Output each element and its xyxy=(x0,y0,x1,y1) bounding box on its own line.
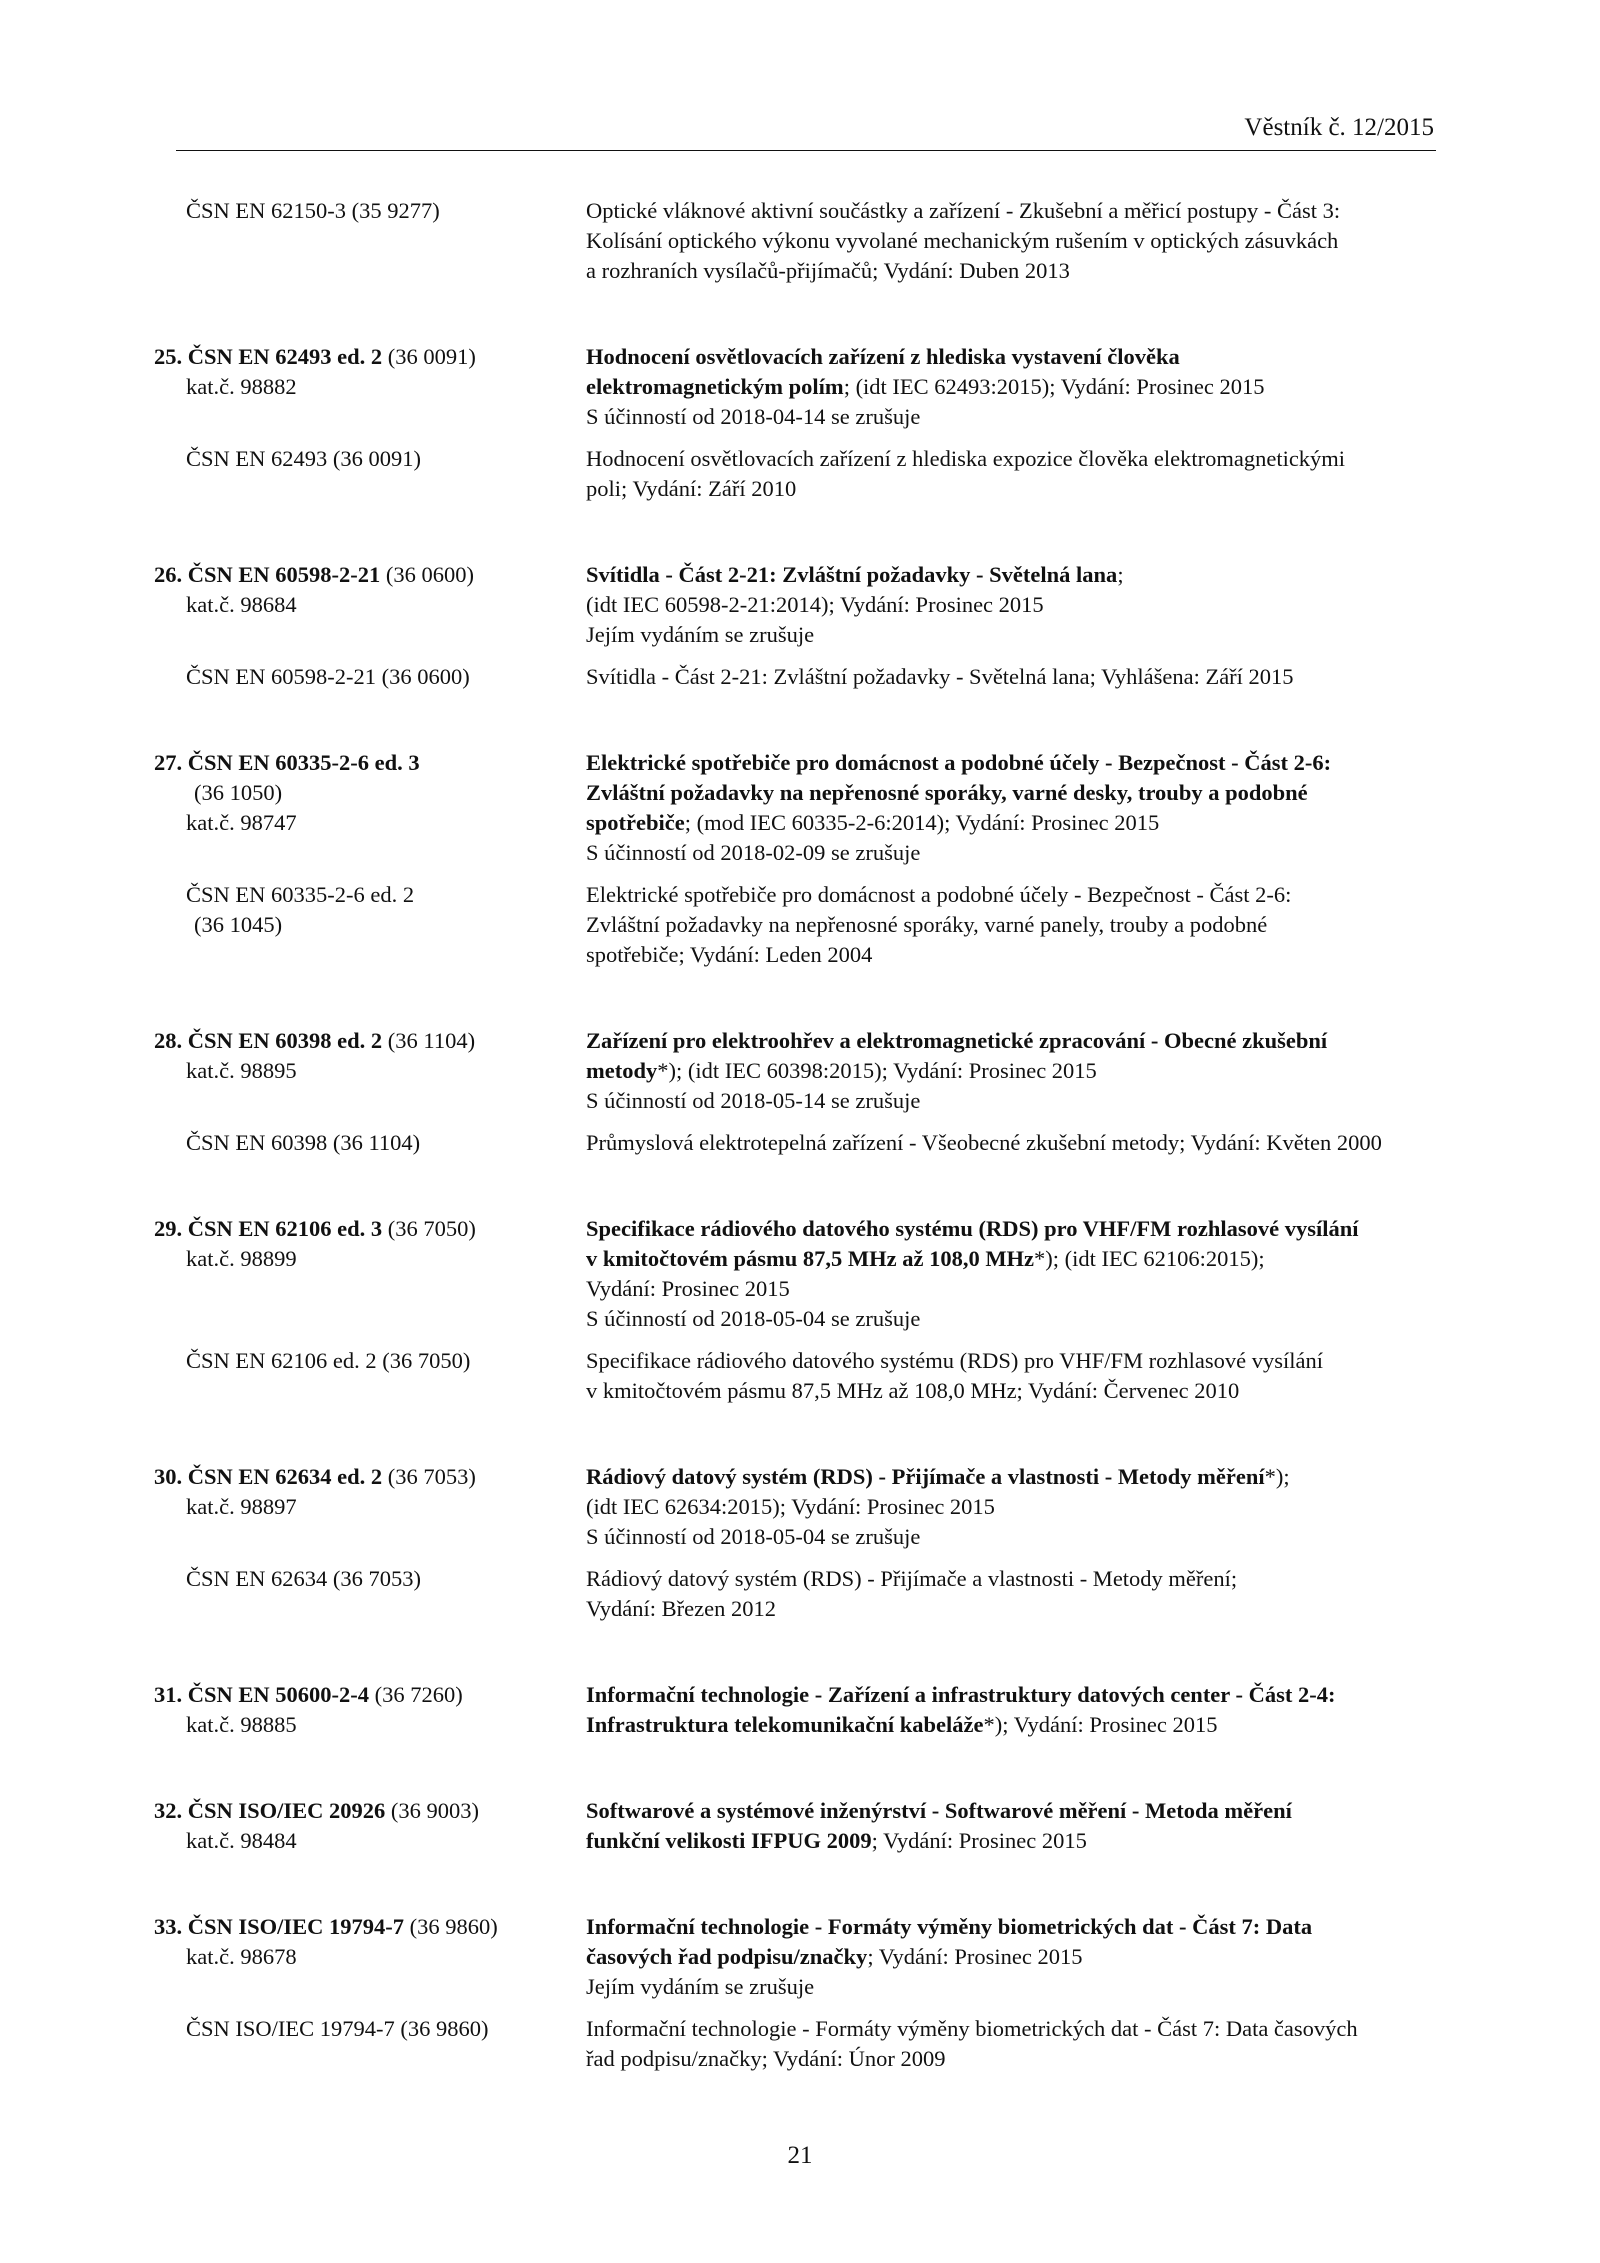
title-line xyxy=(586,808,1436,838)
new-standard-row xyxy=(154,1026,1436,1116)
text-segment: (idt IEC 60598-2-21:2014); Vydání: Prosinec 2015 xyxy=(586,592,1044,617)
new-standard-row xyxy=(154,342,1436,432)
code-line xyxy=(186,1826,586,1856)
standard-code-column xyxy=(154,1680,586,1740)
code-line xyxy=(154,1680,586,1710)
standard-title: funkční velikosti IFPUG 2009 xyxy=(586,1828,872,1853)
new-standard-row xyxy=(154,560,1436,650)
standard-code-column xyxy=(186,444,586,504)
code-line xyxy=(186,1056,586,1086)
title-line xyxy=(586,196,1436,226)
title-line xyxy=(586,1710,1436,1740)
standard-code-column xyxy=(154,1462,586,1552)
title-line xyxy=(586,1594,1436,1624)
code-line xyxy=(186,1942,586,1972)
standard-code: ČSN EN 60598-2-21 xyxy=(187,562,381,587)
standard-title: Rádiový datový systém (RDS) - Přijímače a vlastnosti - Metody měření xyxy=(586,1464,1265,1489)
title-line xyxy=(586,226,1436,256)
standard-code-column xyxy=(186,880,586,970)
title-line xyxy=(586,1564,1436,1594)
standard-code: ČSN ISO/IEC 20926 xyxy=(187,1798,386,1823)
code-line xyxy=(186,2014,586,2044)
title-line xyxy=(586,838,1436,868)
code-line xyxy=(186,778,586,808)
standard-code-column xyxy=(186,1346,586,1406)
new-standard-row xyxy=(154,748,1436,868)
text-segment: Průmyslová elektrotepelná zařízení - Všeobecné zkušební metody; Vydání: Květen 2000 xyxy=(586,1130,1382,1155)
standard-title-column xyxy=(586,1912,1436,2002)
text-segment: Jejím vydáním se zrušuje xyxy=(586,1974,815,1999)
new-standard-row xyxy=(186,196,1436,286)
replaced-standard-row xyxy=(186,1128,1436,1158)
title-line xyxy=(586,940,1436,970)
text-segment: ČSN ISO/IEC 19794-7 (36 9860) xyxy=(186,2016,489,2041)
standard-code-column xyxy=(154,1912,586,2002)
text-segment: Optické vláknové aktivní součástky a zařízení - Zkušební a měřicí postupy - Část 3: xyxy=(586,198,1341,223)
entry-number: 29. xyxy=(154,1216,188,1241)
entry-number: 33. xyxy=(154,1914,188,1939)
text-segment: kat.č. 98747 xyxy=(186,810,297,835)
code-line xyxy=(186,1128,586,1158)
new-standard-row xyxy=(154,1214,1436,1334)
text-segment: Zvláštní požadavky na nepřenosné sporáky, varné panely, trouby a podobné xyxy=(586,912,1268,937)
title-line xyxy=(586,1462,1436,1492)
code-line xyxy=(154,1462,586,1492)
new-standard-row xyxy=(154,1912,1436,2002)
standard-entry xyxy=(154,1214,1436,1406)
standard-entry xyxy=(154,1796,1436,1856)
standard-title: Softwarové a systémové inženýrství - Softwarové měření - Metoda měření xyxy=(586,1798,1292,1823)
standard-title-column xyxy=(586,880,1436,970)
text-segment: ČSN EN 62106 ed. 2 (36 7050) xyxy=(186,1348,471,1373)
standard-title: spotřebiče xyxy=(586,810,685,835)
title-line xyxy=(586,1492,1436,1522)
text-segment: Vydání: Prosinec 2015 xyxy=(586,1276,790,1301)
standard-code-column xyxy=(186,196,586,286)
title-line xyxy=(586,1796,1436,1826)
entry-number: 25. xyxy=(154,344,188,369)
text-segment: kat.č. 98484 xyxy=(186,1828,297,1853)
standard-title-column xyxy=(586,748,1436,868)
standards-list xyxy=(154,196,1436,2130)
page-number: 21 xyxy=(787,2142,813,2169)
text-segment: ; (idt IEC 62493:2015); Vydání: Prosinec 2015 xyxy=(843,374,1265,399)
standard-title: metody xyxy=(586,1058,658,1083)
title-line xyxy=(586,444,1436,474)
title-line xyxy=(586,2044,1436,2074)
text-segment: Jejím vydáním se zrušuje xyxy=(586,622,815,647)
code-line xyxy=(186,1710,586,1740)
text-segment: (36 9860) xyxy=(404,1914,498,1939)
text-segment: poli; Vydání: Září 2010 xyxy=(586,476,797,501)
code-line xyxy=(186,372,586,402)
text-segment: (36 9003) xyxy=(385,1798,480,1823)
code-line xyxy=(186,880,586,910)
text-segment: S účinností od 2018-05-04 se zrušuje xyxy=(586,1306,921,1331)
standard-entry xyxy=(154,560,1436,692)
text-segment: ; Vydání: Prosinec 2015 xyxy=(867,1944,1083,1969)
title-line xyxy=(586,1056,1436,1086)
standard-title: Informační technologie - Formáty výměny biometrických dat - Část 7: Data xyxy=(586,1914,1313,1939)
text-segment: S účinností od 2018-04-14 se zrušuje xyxy=(586,404,921,429)
standard-entry xyxy=(154,748,1436,970)
title-line xyxy=(586,1128,1436,1158)
standard-code: ČSN EN 50600-2-4 xyxy=(187,1682,370,1707)
standard-title-column xyxy=(586,2014,1436,2074)
standard-title: časových řad podpisu/značky xyxy=(586,1944,868,1969)
text-segment: *); Vydání: Prosinec 2015 xyxy=(983,1712,1218,1737)
standard-title-column xyxy=(586,342,1436,432)
title-line xyxy=(586,2014,1436,2044)
standard-title: Infrastruktura telekomunikační kabeláže xyxy=(586,1712,984,1737)
entry-number: 30. xyxy=(154,1464,188,1489)
standard-code: ČSN EN 62634 ed. 2 xyxy=(187,1464,383,1489)
text-segment: kat.č. 98684 xyxy=(186,592,297,617)
replaced-standard-row xyxy=(186,444,1436,504)
text-segment: (36 1045) xyxy=(194,912,283,937)
standard-code-column xyxy=(186,1564,586,1624)
title-line xyxy=(586,1680,1436,1710)
text-segment: S účinností od 2018-05-04 se zrušuje xyxy=(586,1524,921,1549)
standard-title: Elektrické spotřebiče pro domácnost a podobné účely - Bezpečnost - Část 2-6: xyxy=(586,750,1332,775)
title-line xyxy=(586,1026,1436,1056)
standard-title: Specifikace rádiového datového systému (RDS) pro VHF/FM rozhlasové vysílání xyxy=(586,1216,1359,1241)
title-line xyxy=(586,880,1436,910)
code-line xyxy=(186,196,586,226)
title-line xyxy=(586,662,1436,692)
text-segment: kat.č. 98897 xyxy=(186,1494,297,1519)
title-line xyxy=(586,748,1436,778)
text-segment: *); (idt IEC 62106:2015); xyxy=(1034,1246,1265,1271)
title-line xyxy=(586,560,1436,590)
replaced-standard-row xyxy=(186,1564,1436,1624)
standard-title: Zvláštní požadavky na nepřenosné sporáky, varné desky, trouby a podobné xyxy=(586,780,1308,805)
title-line xyxy=(586,474,1436,504)
new-standard-row xyxy=(154,1680,1436,1740)
standard-code-column xyxy=(186,662,586,692)
standard-code: ČSN ISO/IEC 19794-7 xyxy=(187,1914,405,1939)
code-line xyxy=(186,444,586,474)
standard-entry xyxy=(186,196,1436,286)
text-segment: ČSN EN 62493 (36 0091) xyxy=(186,446,421,471)
standard-title-column xyxy=(586,1346,1436,1406)
standard-title: Hodnocení osvětlovacích zařízení z hlediska vystavení člověka xyxy=(586,344,1180,369)
text-segment: (36 1050) xyxy=(194,780,283,805)
text-segment: ČSN EN 62150-3 (35 9277) xyxy=(186,198,440,223)
code-line xyxy=(186,910,586,940)
text-segment: Svítidla - Část 2-21: Zvláštní požadavky - Světelná lana; Vyhlášena: Září 2015 xyxy=(586,664,1294,689)
entry-number: 28. xyxy=(154,1028,188,1053)
title-line xyxy=(586,1214,1436,1244)
title-line xyxy=(586,1244,1436,1274)
standard-code: ČSN EN 62493 ed. 2 xyxy=(187,344,383,369)
text-segment: (36 7260) xyxy=(369,1682,463,1707)
title-line xyxy=(586,1376,1436,1406)
text-segment: Rádiový datový systém (RDS) - Přijímače a vlastnosti - Metody měření; xyxy=(586,1566,1238,1591)
standard-code-column xyxy=(186,2014,586,2074)
text-segment: *); xyxy=(1264,1464,1290,1489)
text-segment: kat.č. 98678 xyxy=(186,1944,297,1969)
entry-number: 26. xyxy=(154,562,188,587)
standard-code: ČSN EN 60398 ed. 2 xyxy=(187,1028,383,1053)
standard-title-column xyxy=(586,662,1436,692)
standard-entry xyxy=(154,342,1436,504)
journal-issue-title: Věstník č. 12/2015 xyxy=(1244,114,1434,141)
text-segment: spotřebiče; Vydání: Leden 2004 xyxy=(586,942,873,967)
title-line xyxy=(586,590,1436,620)
standard-title-column xyxy=(586,1796,1436,1856)
standard-code-column xyxy=(154,1214,586,1334)
text-segment: S účinností od 2018-05-14 se zrušuje xyxy=(586,1088,921,1113)
standard-code-column xyxy=(154,748,586,868)
standard-title-column xyxy=(586,196,1436,286)
text-segment: (idt IEC 62634:2015); Vydání: Prosinec 2015 xyxy=(586,1494,995,1519)
entry-number: 31. xyxy=(154,1682,188,1707)
title-line xyxy=(586,1826,1436,1856)
text-segment: kat.č. 98895 xyxy=(186,1058,297,1083)
replaced-standard-row xyxy=(186,2014,1436,2074)
code-line xyxy=(186,590,586,620)
title-line xyxy=(586,778,1436,808)
replaced-standard-row xyxy=(186,662,1436,692)
title-line xyxy=(586,1274,1436,1304)
standard-title-column xyxy=(586,560,1436,650)
code-line xyxy=(154,1912,586,1942)
standard-title-column xyxy=(586,1026,1436,1116)
text-segment: ČSN EN 60335-2-6 ed. 2 xyxy=(186,882,415,907)
new-standard-row xyxy=(154,1796,1436,1856)
standard-title: v kmitočtovém pásmu 87,5 MHz až 108,0 MHz xyxy=(586,1246,1035,1271)
text-segment: ČSN EN 60598-2-21 (36 0600) xyxy=(186,664,470,689)
text-segment: kat.č. 98885 xyxy=(186,1712,297,1737)
code-line xyxy=(186,1346,586,1376)
title-line xyxy=(586,402,1436,432)
page-header xyxy=(176,112,1436,151)
code-line xyxy=(154,342,586,372)
text-segment: (36 7053) xyxy=(382,1464,476,1489)
standard-title: Zařízení pro elektroohřev a elektromagnetické zpracování - Obecné zkušební xyxy=(586,1028,1328,1053)
standard-code-column xyxy=(154,342,586,432)
standard-code: ČSN EN 60335-2-6 ed. 3 xyxy=(187,750,420,775)
title-line xyxy=(586,342,1436,372)
text-segment: řad podpisu/značky; Vydání: Únor 2009 xyxy=(586,2046,946,2071)
title-line xyxy=(586,1304,1436,1334)
standard-entry xyxy=(154,1462,1436,1624)
standard-title-column xyxy=(586,1214,1436,1334)
title-line xyxy=(586,620,1436,650)
standard-entry xyxy=(154,1026,1436,1158)
replaced-standard-row xyxy=(186,880,1436,970)
text-segment: (36 0091) xyxy=(382,344,476,369)
text-segment: ČSN EN 62634 (36 7053) xyxy=(186,1566,421,1591)
text-segment: Informační technologie - Formáty výměny biometrických dat - Část 7: Data časových xyxy=(586,2016,1358,2041)
code-line xyxy=(154,560,586,590)
title-line xyxy=(586,1522,1436,1552)
title-line xyxy=(586,372,1436,402)
code-line xyxy=(186,662,586,692)
text-segment: Elektrické spotřebiče pro domácnost a podobné účely - Bezpečnost - Část 2-6: xyxy=(586,882,1292,907)
code-line xyxy=(186,1564,586,1594)
standard-code-column xyxy=(186,1128,586,1158)
text-segment: (36 0600) xyxy=(380,562,475,587)
standard-entry xyxy=(154,1680,1436,1740)
standard-code: ČSN EN 62106 ed. 3 xyxy=(187,1216,383,1241)
code-line xyxy=(186,808,586,838)
code-line xyxy=(154,1796,586,1826)
text-segment: *); (idt IEC 60398:2015); Vydání: Prosinec 2015 xyxy=(657,1058,1097,1083)
code-line xyxy=(154,748,586,778)
replaced-standard-row xyxy=(186,1346,1436,1406)
title-line xyxy=(586,1912,1436,1942)
text-segment: a rozhraních vysílačů-přijímačů; Vydání: Duben 2013 xyxy=(586,258,1070,283)
standard-title-column xyxy=(586,1462,1436,1552)
text-segment: Kolísání optického výkonu vyvolané mechanickým rušením v optických zásuvkách xyxy=(586,228,1339,253)
text-segment: (36 7050) xyxy=(382,1216,476,1241)
entry-number: 32. xyxy=(154,1798,188,1823)
standard-code-column xyxy=(154,1026,586,1116)
text-segment: v kmitočtovém pásmu 87,5 MHz až 108,0 MHz; Vydání: Červenec 2010 xyxy=(586,1378,1240,1403)
standard-title-column xyxy=(586,1564,1436,1624)
standard-entry xyxy=(154,1912,1436,2074)
title-line xyxy=(586,1086,1436,1116)
title-line xyxy=(586,1942,1436,1972)
code-line xyxy=(154,1026,586,1056)
standard-title-column xyxy=(586,444,1436,504)
text-segment: Vydání: Březen 2012 xyxy=(586,1596,776,1621)
text-segment: ; (mod IEC 60335-2-6:2014); Vydání: Prosinec 2015 xyxy=(684,810,1160,835)
text-segment: ČSN EN 60398 (36 1104) xyxy=(186,1130,421,1155)
standard-title: Informační technologie - Zařízení a infrastruktury datových center - Část 2-4: xyxy=(586,1682,1336,1707)
title-line xyxy=(586,256,1436,286)
entry-number: 27. xyxy=(154,750,188,775)
text-segment: (36 1104) xyxy=(382,1028,476,1053)
code-line xyxy=(186,1492,586,1522)
standard-title-column xyxy=(586,1128,1436,1158)
code-line xyxy=(154,1214,586,1244)
text-segment: kat.č. 98882 xyxy=(186,374,297,399)
title-line xyxy=(586,1346,1436,1376)
title-line xyxy=(586,910,1436,940)
standard-code-column xyxy=(154,1796,586,1856)
text-segment: ; xyxy=(1117,562,1124,587)
standard-title-column xyxy=(586,1680,1436,1740)
standard-title: Svítidla - Část 2-21: Zvláštní požadavky - Světelná lana xyxy=(586,562,1118,587)
text-segment: Hodnocení osvětlovacích zařízení z hlediska expozice člověka elektromagnetickými xyxy=(586,446,1346,471)
new-standard-row xyxy=(154,1462,1436,1552)
text-segment: ; Vydání: Prosinec 2015 xyxy=(871,1828,1087,1853)
text-segment: Specifikace rádiového datového systému (RDS) pro VHF/FM rozhlasové vysílání xyxy=(586,1348,1323,1373)
code-line xyxy=(186,1244,586,1274)
standard-code-column xyxy=(154,560,586,650)
text-segment: S účinností od 2018-02-09 se zrušuje xyxy=(586,840,921,865)
standard-title: elektromagnetickým polím xyxy=(586,374,844,399)
title-line xyxy=(586,1972,1436,2002)
text-segment: kat.č. 98899 xyxy=(186,1246,297,1271)
